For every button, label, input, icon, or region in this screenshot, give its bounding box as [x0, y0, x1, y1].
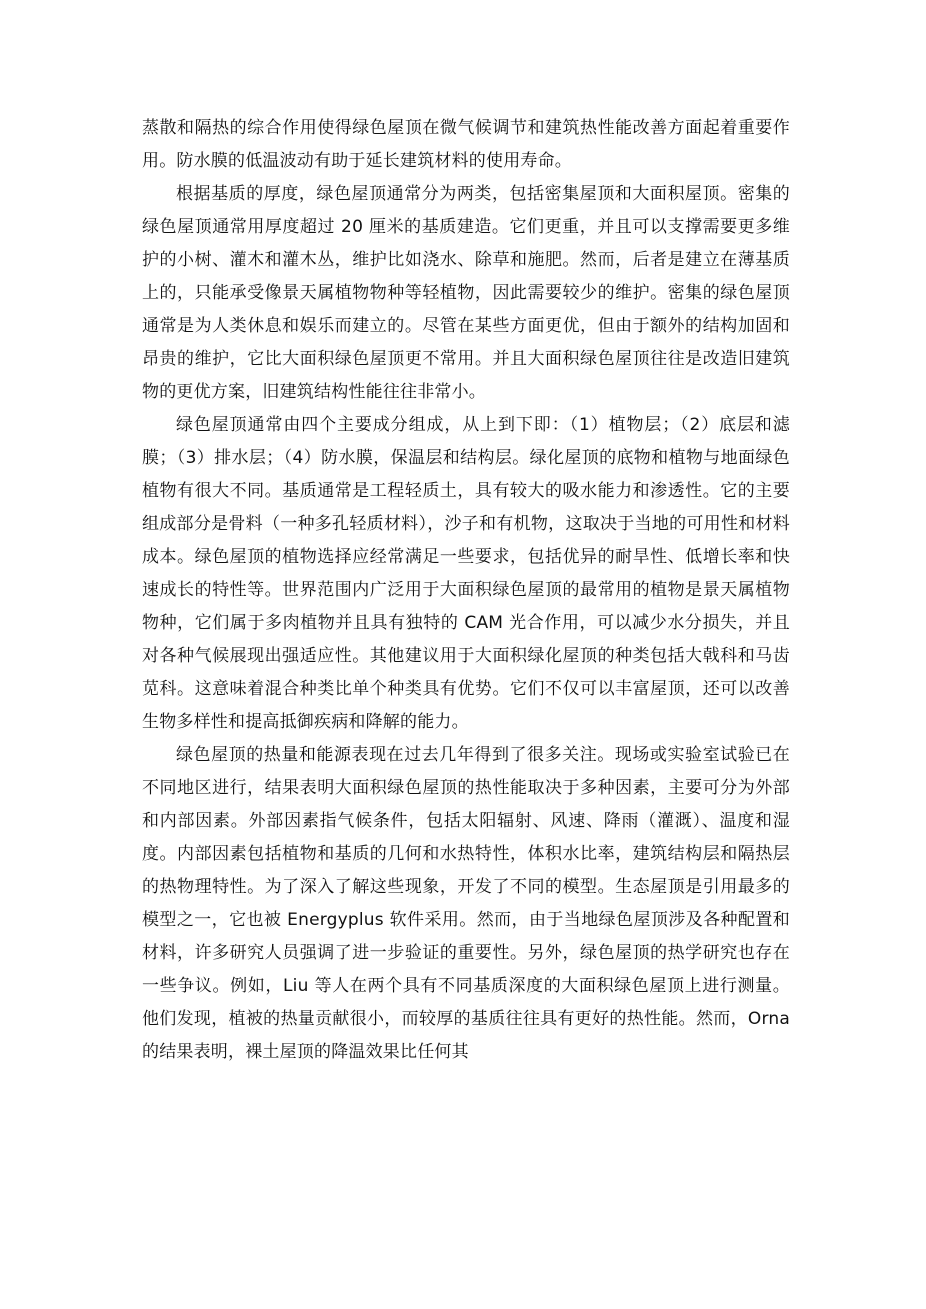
paragraph-thermal-performance: 绿色屋顶的热量和能源表现在过去几年得到了很多关注。现场或实验室试验已在不同地区进行，结果表明大面积绿色屋顶的热性能取决于多种因素，主要可分为外部和内部因素。外部因素指气候条件，包括太阳辐射、风速、降雨（灌溉）、温度和湿度。内部因素包括植物和基质的几何和水热特性，体积水比率，建筑结构层和隔热层的热物理特性。为了深入了解这些现象，开发了不同的模型。生态屋顶是引用最多的模型之一，它也被 Energyplus 软件采用。然而，由于当地绿色屋顶涉及各种配置和材料，许多研究人员强调了进一步验证的重要性。另外，绿色屋顶的热学研究也存在一些争议。例如，Liu 等人在两个具有不同基质深度的大面积绿色屋顶上进行测量。他们发现，植被的热量贡献很小，而较厚的基质往往具有更好的热性能。然而，Orna 的结果表明，裸土屋顶的降温效果比任何其 — [142, 745, 790, 1062]
body-text — [142, 112, 790, 1069]
paragraph-roof-types: 根据基质的厚度，绿色屋顶通常分为两类，包括密集屋顶和大面积屋顶。密集的绿色屋顶通常用厚度超过 20 厘米的基质建造。它们更重，并且可以支撑需要更多维护的小树、灌木和灌木丛，维护比如浇水、除草和施肥。然而，后者是建立在薄基质上的，只能承受像景天属植物物种等轻植物，因此需要较少的维护。密集的绿色屋顶通常是为人类休息和娱乐而建立的。尽管在某些方面更优，但由于额外的结构加固和昂贵的维护，它比大面积绿色屋顶更不常用。并且大面积绿色屋顶往往是改造旧建筑物的更优方案，旧建筑结构性能往往非常小。 — [142, 184, 790, 402]
paragraph-continuation: 蒸散和隔热的综合作用使得绿色屋顶在微气候调节和建筑热性能改善方面起着重要作用。防水膜的低温波动有助于延长建筑材料的使用寿命。 — [142, 118, 790, 171]
paragraph-roof-components: 绿色屋顶通常由四个主要成分组成，从上到下即：（1）植物层；（2）底层和滤膜；（3）排水层；（4）防水膜，保温层和结构层。绿化屋顶的底物和植物与地面绿色植物有很大不同。基质通常是工程轻质土，具有较大的吸水能力和渗透性。它的主要组成部分是骨料（一种多孔轻质材料），沙子和有机物，这取决于当地的可用性和材料成本。绿色屋顶的植物选择应经常满足一些要求，包括优异的耐旱性、低增长率和快速成长的特性等。世界范围内广泛用于大面积绿色屋顶的最常用的植物是景天属植物物种，它们属于多肉植物并且具有独特的 CAM 光合作用，可以减少水分损失，并且对各种气候展现出强适应性。其他建议用于大面积绿化屋顶的种类包括大戟科和马齿苋科。这意味着混合种类比单个种类具有优势。它们不仅可以丰富屋顶，还可以改善生物多样性和提高抵御疾病和降解的能力。 — [142, 415, 790, 732]
